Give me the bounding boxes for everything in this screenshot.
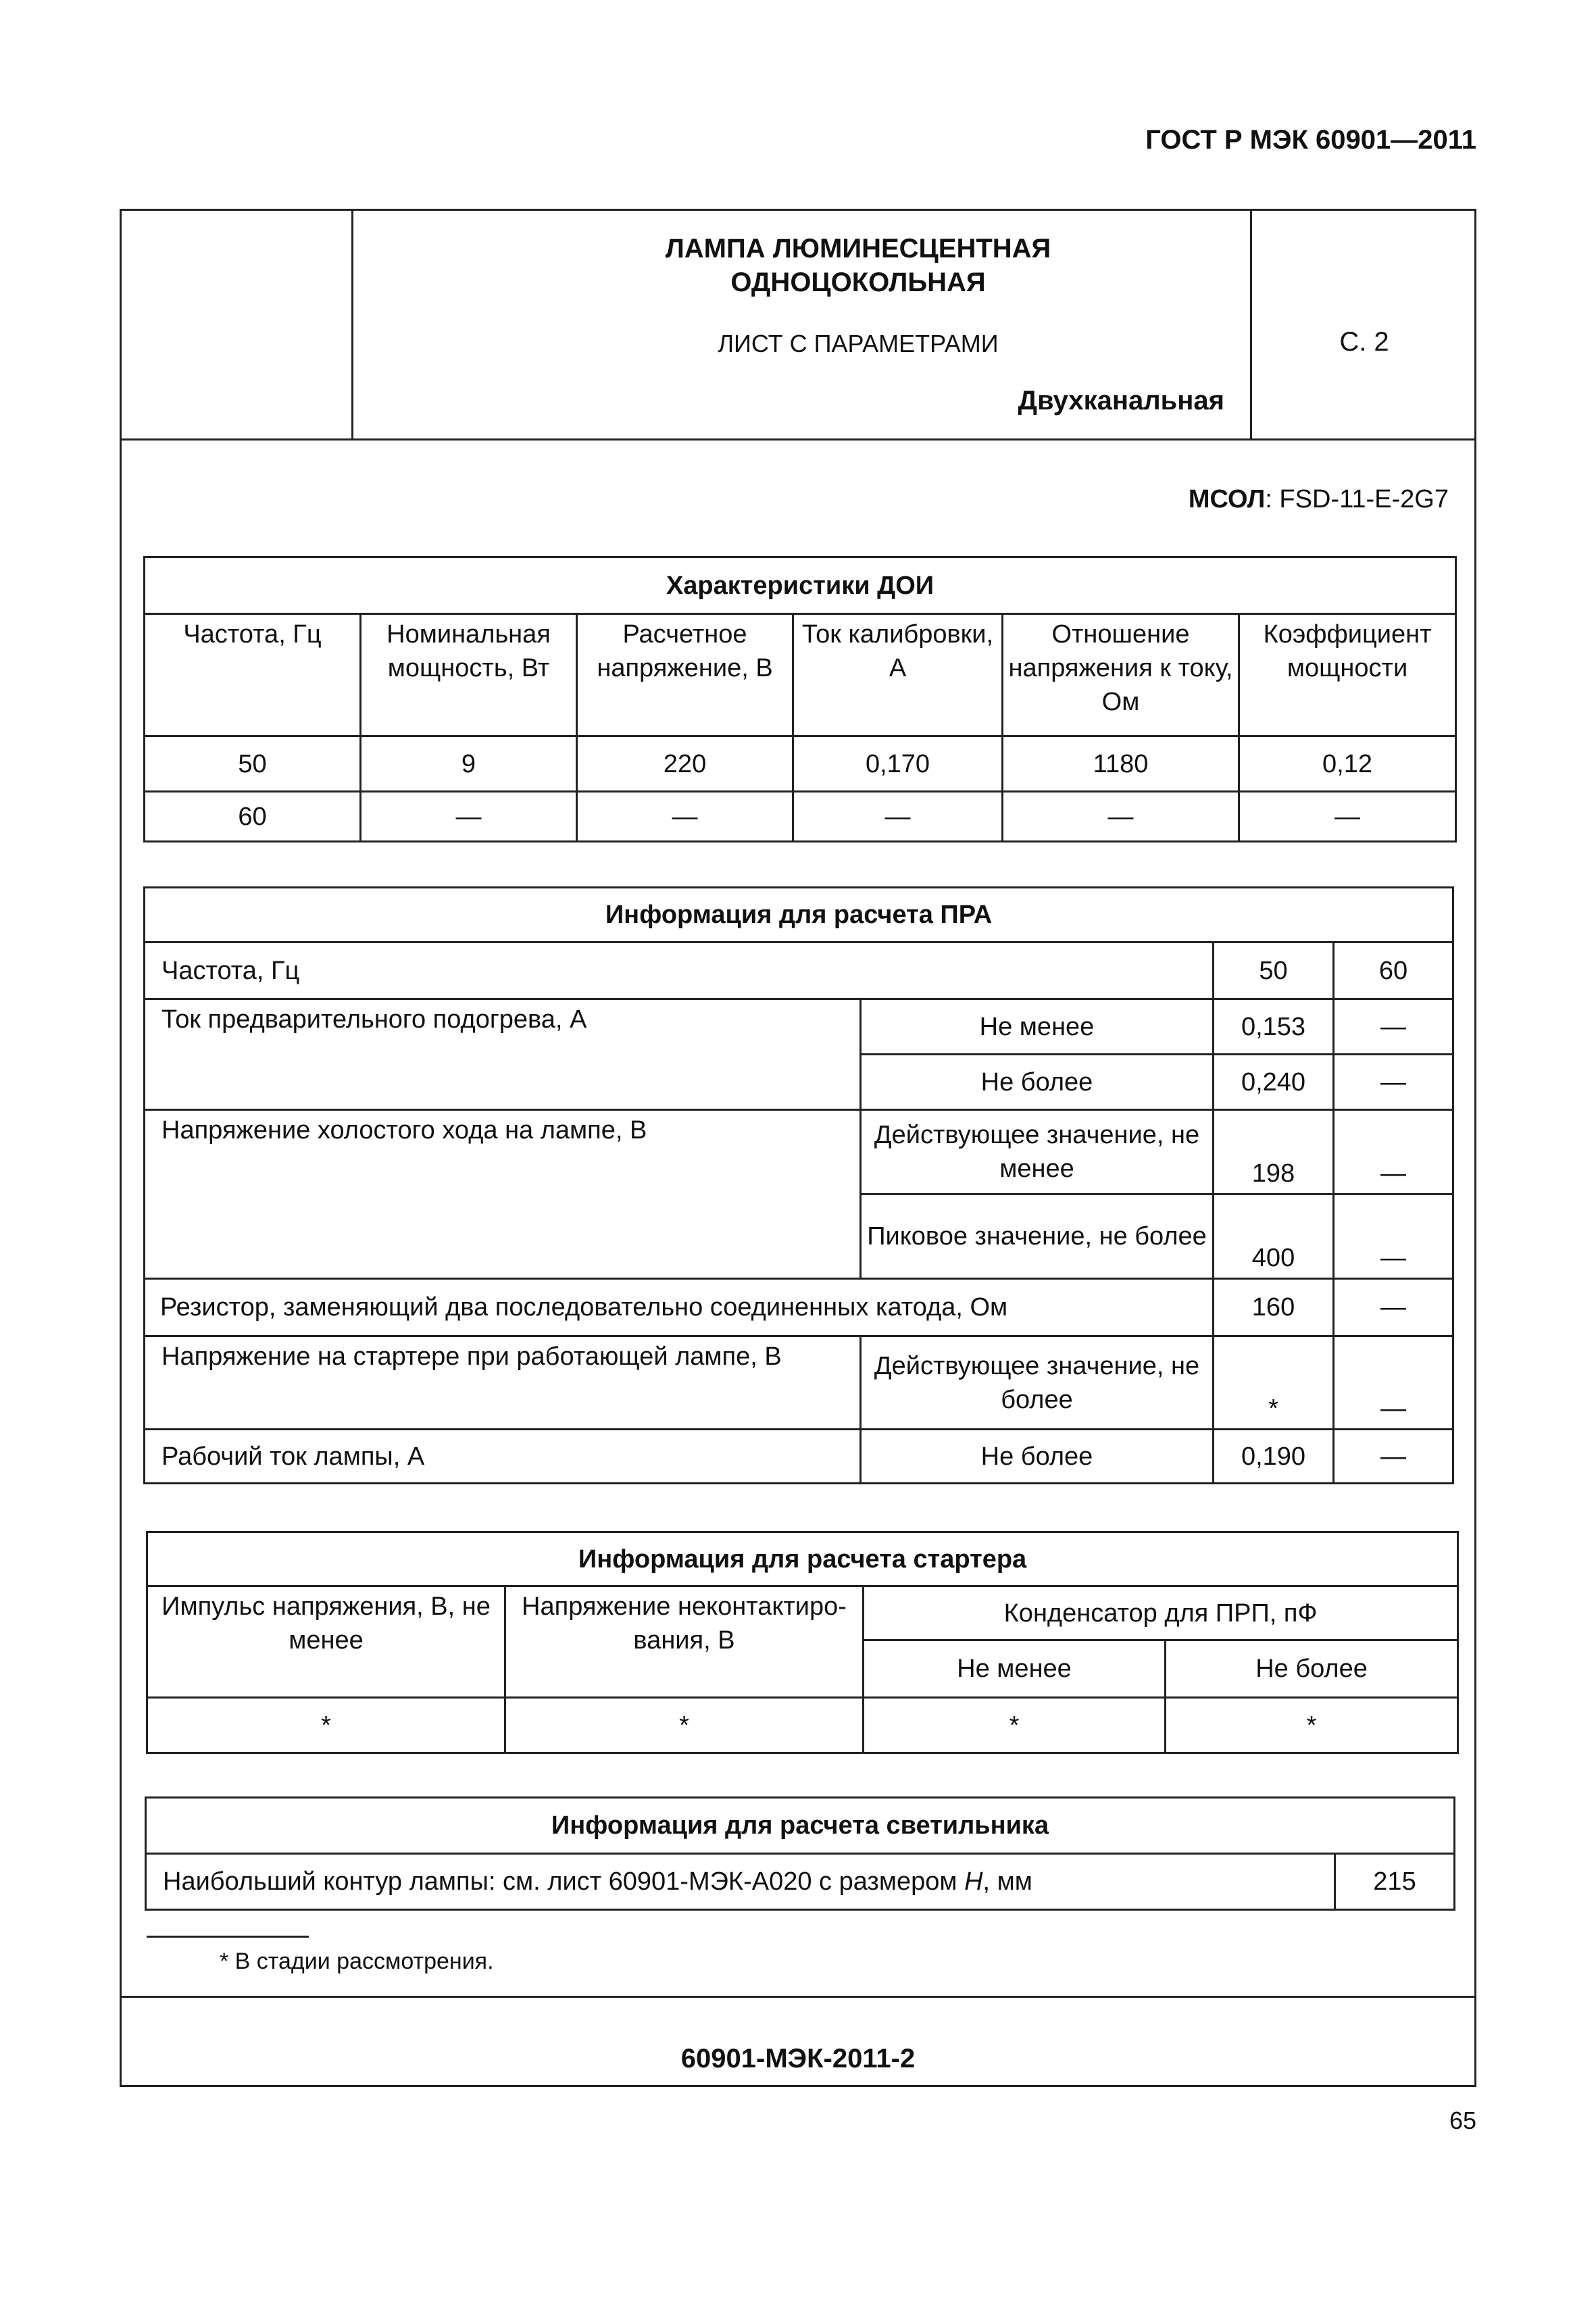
lamp-outline-value: 215 [1335,1854,1455,1910]
table-row [145,1430,1453,1484]
doi-cell: 50 [145,736,361,792]
sheet-subtitle: ЛИСТ С ПАРАМЕТРАМИ [718,330,999,357]
msol-value: : FSD-11-E-2G7 [1265,485,1449,513]
sheet-code: 60901-МЭК-2011-2 [680,2044,916,2073]
doi-cell: 1180 [1003,736,1239,792]
sheet-page-label: С. 2 [1339,327,1389,357]
starter-cell: * [505,1698,864,1753]
starter-header-noncontact: Напряжение неконтактиро-вания, В [505,1586,864,1698]
footnote-rule [147,1936,309,1938]
doi-cell: 0,12 [1239,736,1456,792]
frequency-60-header: 60 [1334,942,1453,999]
ocv-rms-50: 198 [1214,1110,1334,1194]
starter-table-title: Информация для расчета стартера [147,1532,1458,1586]
ocv-peak-label: Пиковое значение, не более [861,1194,1214,1279]
starter-voltage-60: — [1334,1336,1453,1430]
doi-cell: — [1239,792,1456,842]
luminaire-info-table [145,1796,1455,1911]
lamp-outline-label [146,1854,1335,1910]
doi-cell: 9 [361,736,577,792]
working-current-60: — [1334,1430,1453,1484]
starter-cell: * [1166,1698,1458,1753]
msol-label: МСОЛ [1188,485,1266,513]
doi-header-impedance: Отношение напряжения к току, Ом [1003,614,1239,736]
doi-cell: — [361,792,577,842]
resistor-60: — [1334,1279,1453,1336]
doi-cell: 60 [145,792,361,842]
doi-header-power-factor: Коэффициент мощности [1239,614,1456,736]
lamp-outline-text-b: , мм [982,1867,1032,1896]
standard-designation: ГОСТ Р МЭК 60901—2011 [1145,125,1476,155]
footnote: * В стадии рассмотрения. [220,1948,494,1974]
msol-designation [1189,485,1449,514]
table-row [145,792,1456,842]
ballast-info-table [143,886,1454,1484]
sheet-title-line1: ЛАМПА ЛЮМИНЕСЦЕНТНАЯ [665,234,1051,263]
preheat-max-50: 0,240 [1214,1055,1334,1110]
doi-header-voltage: Расчетное напряжение, В [577,614,793,736]
preheat-min-label: Не менее [861,999,1214,1055]
doi-cell: — [1003,792,1239,842]
doi-header-power: Номинальная мощность, Вт [361,614,577,736]
starter-header-min: Не менее [864,1640,1166,1698]
luminaire-table-title: Информация для расчета светильника [146,1798,1455,1854]
doi-cell: 220 [577,736,793,792]
resistor-label: Резистор, заменяющий два последовательно соединенных катода, Ом [145,1279,1214,1336]
starter-header-max: Не более [1166,1640,1458,1698]
preheat-min-60: — [1334,999,1453,1055]
header-bottom-rule [122,438,1474,441]
ocv-peak-60: — [1334,1194,1453,1279]
starter-cell: * [864,1698,1166,1753]
table-row [145,1336,1453,1430]
dimension-h-symbol: H [964,1867,983,1896]
open-circuit-voltage-label: Напряжение холостого хода на лампе, В [145,1110,861,1279]
table-row [145,942,1453,999]
table-row [146,1854,1455,1910]
ballast-table-title: Информация для расчета ПРА [145,888,1453,942]
frequency-label: Частота, Гц [145,942,1214,999]
doi-characteristics-table [143,556,1457,842]
resistor-50: 160 [1214,1279,1334,1336]
doi-cell: 0,170 [793,736,1003,792]
ocv-rms-label: Действующее значение, не менее [861,1110,1214,1194]
starter-info-table [146,1531,1459,1754]
doi-header-frequency: Частота, Гц [145,614,361,736]
starter-header-pulse: Импульс напряжения, В, не менее [147,1586,505,1698]
page-number: 65 [1449,2107,1476,2134]
ocv-rms-60: — [1334,1110,1453,1194]
footer-rule [122,1996,1474,1998]
starter-header-capacitor: Конденсатор для ПРП, пФ [864,1586,1458,1640]
doi-cell: — [577,792,793,842]
table-row [145,736,1456,792]
starter-cell: * [147,1698,505,1753]
doi-table-title: Характеристики ДОИ [145,557,1456,614]
working-current-label: Рабочий ток лампы, А [145,1430,861,1484]
preheat-current-label: Ток предварительного подогрева, А [145,999,861,1110]
table-row [145,999,1453,1055]
frequency-50-header: 50 [1214,942,1334,999]
starter-voltage-condition: Действующее значение, не более [861,1336,1214,1430]
preheat-max-60: — [1334,1055,1453,1110]
working-current-50: 0,190 [1214,1430,1334,1484]
lamp-type: Двухканальная [1018,386,1224,416]
ocv-peak-50: 400 [1214,1194,1334,1279]
preheat-min-50: 0,153 [1214,999,1334,1055]
sheet-title-line2: ОДНОЦОКОЛЬНАЯ [730,268,986,297]
lamp-outline-text-a: Наибольший контур лампы: см. лист 60901-МЭК-А020 с размером [163,1867,965,1896]
preheat-max-label: Не более [861,1055,1214,1110]
working-current-condition: Не более [861,1430,1214,1484]
doi-cell: — [793,792,1003,842]
doi-header-calibration-current: Ток калибровки, А [793,614,1003,736]
starter-voltage-label: Напряжение на стартере при работающей лампе, В [145,1336,861,1430]
starter-voltage-50: * [1214,1336,1334,1430]
table-row [145,1110,1453,1194]
table-row [145,1279,1453,1336]
parameter-sheet-frame [120,209,1476,2087]
table-row [147,1698,1458,1753]
